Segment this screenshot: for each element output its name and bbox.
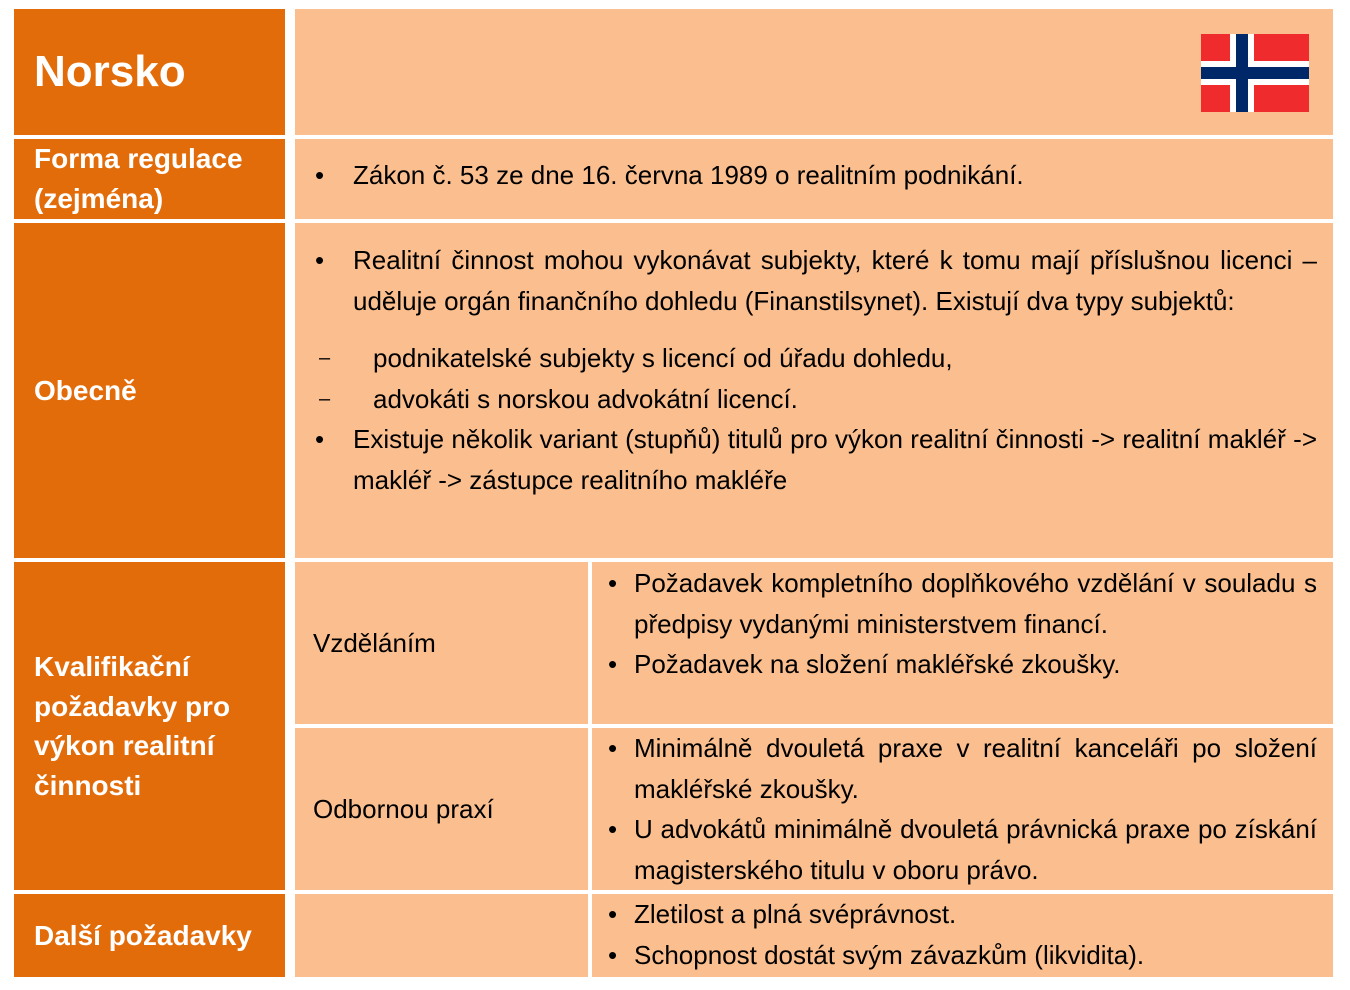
praxe-label: Odbornou praxí	[313, 793, 494, 824]
obecne-content	[295, 223, 1333, 558]
obecne-bullet-1: • Realitní činnost mohou vykonávat subjekty, které k tomu mají příslušnou licenci – uděluje orgán finančního dohledu (Finanstilsynet). Existují dva typy subjektů:	[311, 240, 1317, 321]
dalsi-label: Další požadavky	[34, 919, 252, 951]
dalsi-bullet-2: • Schopnost dostát svým závazkům (likvidita).	[608, 935, 1317, 976]
country-title: Norsko	[34, 47, 186, 96]
flag-cell	[295, 9, 1333, 135]
obecne-dash-1: – podnikatelské subjekty s licencí od úřadu dohledu,	[311, 338, 1317, 379]
country-title-cell	[14, 9, 285, 135]
vzdelani-label: Vzděláním	[313, 627, 436, 658]
dalsi-empty-cell	[295, 894, 588, 977]
vzdelani-bullet-2: • Požadavek na složení makléřské zkoušky.	[608, 644, 1317, 685]
praxe-bullet-2: • U advokátů minimálně dvouletá právnická praxe po získání magisterského titulu v oboru právo.	[608, 809, 1317, 890]
dalsi-content	[592, 894, 1333, 977]
vzdelani-label-cell	[295, 562, 588, 724]
praxe-content	[592, 728, 1333, 890]
obecne-label: Obecně	[34, 374, 137, 406]
kvalifikace-label-line-4: činnosti	[34, 769, 142, 801]
vzdelani-content	[592, 562, 1333, 724]
kvalifikace-label-line-1: Kvalifikační	[34, 651, 190, 682]
kvalifikace-label-line-3: výkon realitní	[34, 730, 215, 761]
obecne-label-cell	[14, 223, 285, 558]
forma-label-line-1: Forma regulace	[34, 143, 243, 174]
forma-regulace-content	[295, 139, 1333, 219]
norway-flag-icon	[1201, 34, 1309, 112]
dalsi-bullet-1: • Zletilost a plná svéprávnost.	[608, 894, 1317, 935]
kvalifikace-label-cell	[14, 562, 285, 890]
forma-label-line-2: (zejména)	[34, 182, 164, 214]
praxe-label-cell	[295, 728, 588, 890]
kvalifikace-label-line-2: požadavky pro	[34, 690, 231, 722]
forma-regulace-label	[14, 139, 285, 219]
vzdelani-bullet-1: • Požadavek kompletního doplňkového vzdělání v souladu s předpisy vydanými ministerstvem financí.	[608, 563, 1317, 644]
forma-bullet: • Zákon č. 53 ze dne 16. června 1989 o realitním podnikání.	[311, 155, 1317, 196]
dalsi-label-cell	[14, 894, 285, 977]
praxe-bullet-1: • Minimálně dvouletá praxe v realitní kanceláři po složení makléřské zkoušky.	[608, 728, 1317, 809]
obecne-dash-2: – advokáti s norskou advokátní licencí.	[311, 379, 1317, 420]
obecne-bullet-2: • Existuje několik variant (stupňů) titulů pro výkon realitní činnosti -> realitní makléř -> makléř -> zástupce realitního makléře	[311, 419, 1317, 500]
